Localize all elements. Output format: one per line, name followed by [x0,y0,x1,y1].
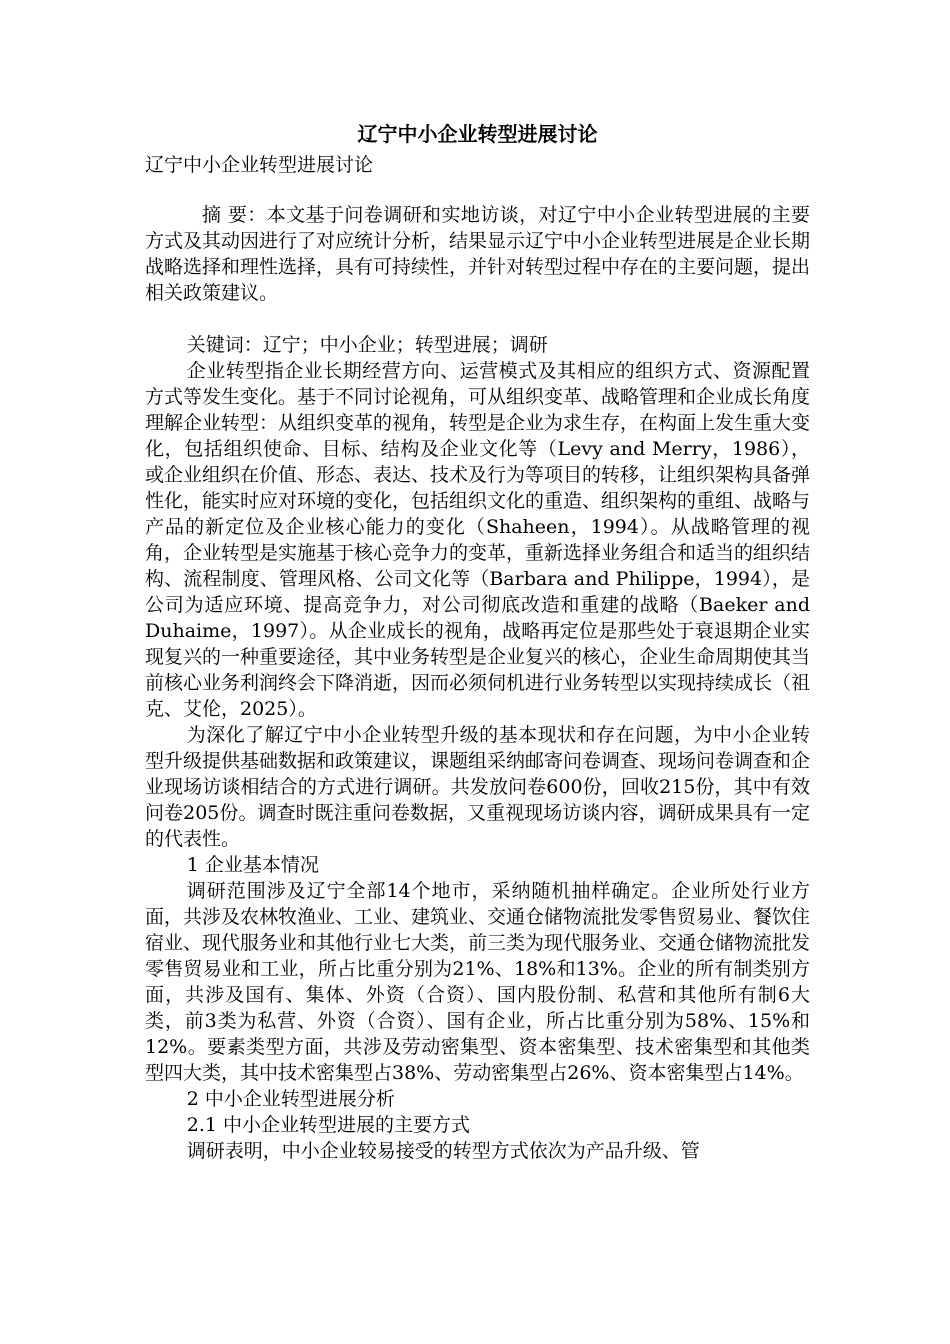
keywords-line: 关键词：辽宁；中小企业；转型进展；调研 [186,334,548,356]
body-paragraph-4: 调研表明，中小企业较易接受的转型方式依次为产品升级、管 [186,1140,700,1162]
document-subtitle: 辽宁中小企业转型进展讨论 [145,154,374,176]
document-title: 辽宁中小企业转型进展讨论 [357,122,598,146]
body-paragraph-2: 为深化了解辽宁中小企业转型升级的基本现状和存在问题，为中小企业转型升级提供基础数据和政策建议，课题组采纳邮寄问卷调查、现场问卷调查和企业现场访谈相结合的方式进行调研。共发放问卷600份，回收215份，其中有效问卷205份。调查时既注重问卷数据，又重视现场访谈内容，调研成果具有一定的代表性。 [145,724,811,850]
subsection-heading-2-1: 2.1 中小企业转型进展的主要方式 [186,1114,471,1136]
section-heading-1: 1 企业基本情况 [186,854,319,876]
body-paragraph-3: 调研范围涉及辽宁全部14个地市，采纳随机抽样确定。企业所处行业方面，共涉及农林牧渔业、工业、建筑业、交通仓储物流批发零售贸易业、餐饮住宿业、现代服务业和其他行业七大类，前三类为现代服务业、交通仓储物流批发零售贸易业和工业，所占比重分别为21%、18%和13%。企业的所有制类别方面，共涉及国有、集体、外资（合资）、国内股份制、私营和其他所有制6大类，前3类为私营、外资（合资）、国有企业，所占比重分别为58%、15%和12%。要素类型方面，共涉及劳动密集型、资本密集型、技术密集型和其他类型四大类，其中技术密集型占38%、劳动密集型占26%、资本密集型占14%。 [145,880,811,1084]
abstract-paragraph: 摘 要：本文基于问卷调研和实地访谈，对辽宁中小企业转型进展的主要方式及其动因进行了对应统计分析，结果显示辽宁中小企业转型进展是企业长期战略选择和理性选择，具有可持续性，并针对转型过程中存在的主要问题，提出相关政策建议。 [145,204,811,304]
body-paragraph-1: 企业转型指企业长期经营方向、运营模式及其相应的组织方式、资源配置方式等发生变化。基于不同讨论视角，可从组织变革、战略管理和企业成长角度理解企业转型：从组织变革的视角，转型是企业为求生存，在构面上发生重大变化，包括组织使命、目标、结构及企业文化等（Levy and Merry，1986），或企业组织在价值、形态、表达、技术及行为等项目的转移，让组织架构具备弹性化，能实时应对环境的变化，包括组织文化的重造、组织架构的重组、战略与产品的新定位及企业核心能力的变化（Shaheen，1994）。从战略管理的视角，企业转型是实施基于核心竞争力的变革，重新选择业务组合和适当的组织结构、流程制度、管理风格、公司文化等（Barbara and Philippe，1994），是公司为适应环境、提高竞争力，对公司彻底改造和重建的战略（Baeker and Duhaime，1997）。从企业成长的视角，战略再定位是那些处于衰退期企业实现复兴的一种重要途径，其中业务转型是企业复兴的核心，企业生命周期使其当前核心业务利润终会下降消逝，因而必须伺机进行业务转型以实现持续成长（祖克、艾伦，2025）。 [145,360,811,720]
section-heading-2: 2 中小企业转型进展分析 [186,1088,395,1110]
document-page [145,118,810,1164]
